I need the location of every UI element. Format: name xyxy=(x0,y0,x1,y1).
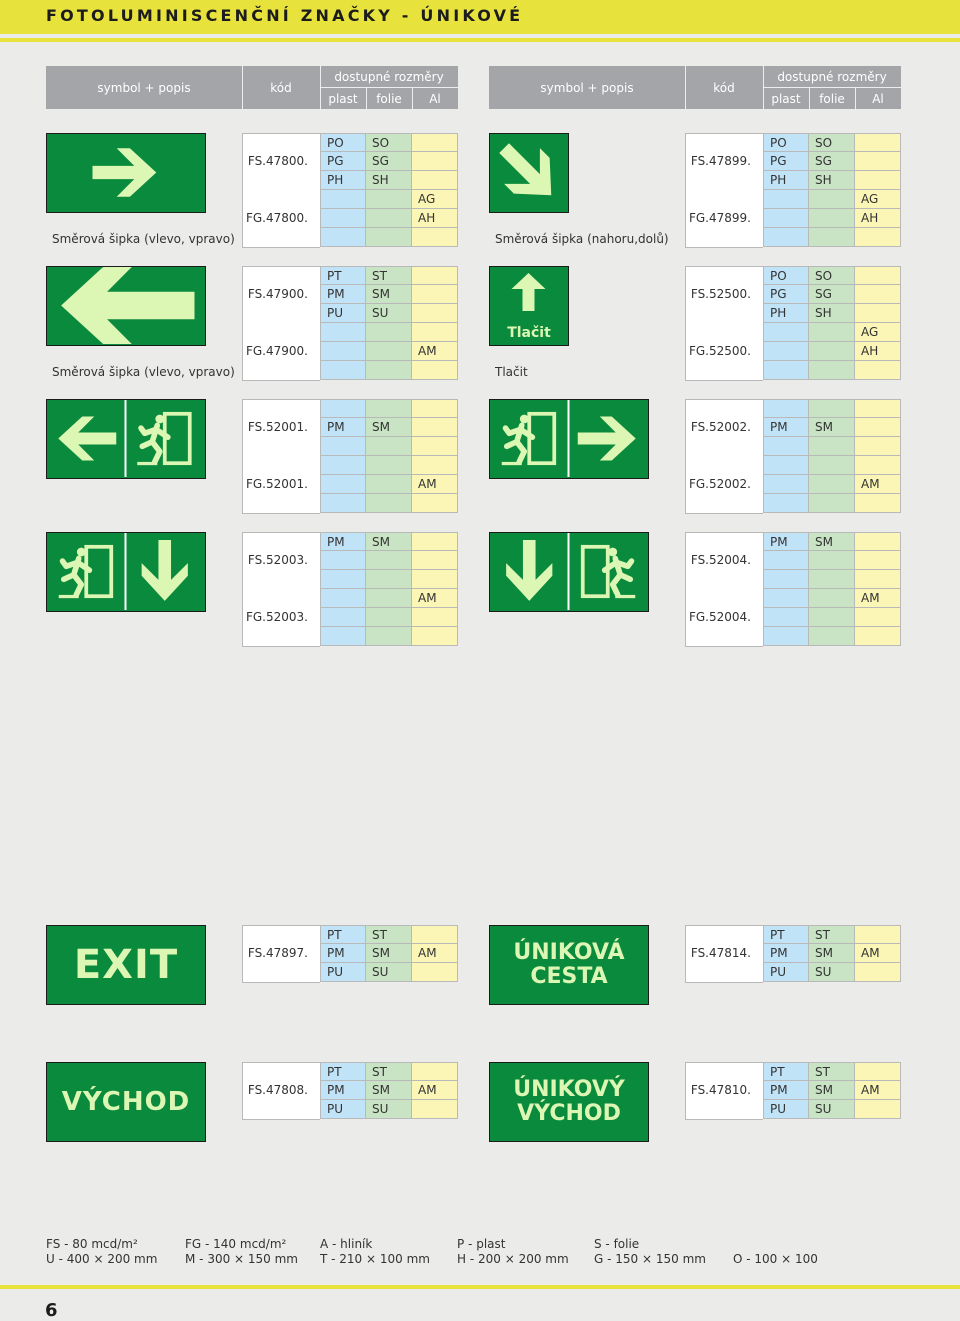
size-cell: SG xyxy=(366,152,412,171)
size-cell xyxy=(809,627,855,646)
exit-arrow-right-sign xyxy=(489,399,649,479)
header-divider xyxy=(366,88,367,109)
product-code: FG.52002. xyxy=(688,477,751,491)
size-cell xyxy=(320,342,366,361)
code-cell xyxy=(242,532,320,647)
size-cell xyxy=(366,437,412,456)
size-cell: PH xyxy=(320,171,366,190)
product-caption: Tlačit xyxy=(495,365,528,379)
size-cell xyxy=(366,361,412,380)
code-cell xyxy=(242,133,320,248)
size-cell: SU xyxy=(366,304,412,323)
size-cell xyxy=(855,963,901,982)
sign-text: ÚNIKOVÝ VÝCHOD xyxy=(513,1077,625,1126)
size-cell xyxy=(763,209,809,228)
size-cell xyxy=(763,608,809,627)
size-cell xyxy=(366,475,412,494)
size-cell xyxy=(763,570,809,589)
size-cell: SH xyxy=(809,171,855,190)
size-cell xyxy=(366,228,412,247)
header-al: Al xyxy=(872,91,884,106)
size-cell xyxy=(763,342,809,361)
size-cell: SM xyxy=(809,418,855,437)
size-cell xyxy=(366,589,412,608)
size-cell: AM xyxy=(412,475,458,494)
size-cell xyxy=(320,494,366,513)
header-divider xyxy=(855,88,856,109)
size-cell xyxy=(855,171,901,190)
header-plast: plast xyxy=(771,91,801,106)
size-cell xyxy=(855,399,901,418)
product-code: FG.47899. xyxy=(688,211,751,225)
size-cell xyxy=(855,228,901,247)
size-cell xyxy=(320,589,366,608)
product-code: FS.52004. xyxy=(690,553,751,567)
size-cell: PM xyxy=(763,1081,809,1100)
product-code: FG.47900. xyxy=(245,344,308,358)
size-cell xyxy=(412,1062,458,1081)
legend-item: U - 400 × 200 mm xyxy=(46,1252,158,1266)
arrow-left-sign xyxy=(46,266,206,346)
page-title: FOTOLUMINISCENČNÍ ZNAČKY - ÚNIKOVÉ xyxy=(46,6,524,25)
size-cell xyxy=(412,532,458,551)
size-cell xyxy=(412,437,458,456)
size-cell xyxy=(412,1100,458,1119)
size-cell: AG xyxy=(855,323,901,342)
size-cell: SG xyxy=(809,152,855,171)
size-cell xyxy=(855,1062,901,1081)
size-cell xyxy=(366,209,412,228)
size-cell xyxy=(809,437,855,456)
size-cell xyxy=(763,589,809,608)
size-cell xyxy=(763,494,809,513)
size-cell: AM xyxy=(855,1081,901,1100)
size-cell: AH xyxy=(412,209,458,228)
size-cell: SM xyxy=(366,285,412,304)
size-cell xyxy=(763,361,809,380)
size-cell: SU xyxy=(366,1100,412,1119)
size-cell xyxy=(855,133,901,152)
product-code: FG.52004. xyxy=(688,610,751,624)
size-cell: AH xyxy=(855,342,901,361)
header-sizes: dostupné rozměry xyxy=(777,70,887,84)
product-code: FG.52001. xyxy=(245,477,308,491)
size-cell: SM xyxy=(366,944,412,963)
text-sign xyxy=(46,925,206,1005)
sign-text: VÝCHOD xyxy=(61,1087,191,1117)
size-cell: PO xyxy=(763,133,809,152)
size-cell xyxy=(412,399,458,418)
size-cell xyxy=(855,437,901,456)
legend-item: FG - 140 mcd/m² xyxy=(185,1237,287,1251)
header-divider xyxy=(412,88,413,109)
product-caption: Směrová šipka (vlevo, vpravo) xyxy=(52,232,235,246)
size-cell: PM xyxy=(320,1081,366,1100)
size-cell xyxy=(412,152,458,171)
size-cell: PO xyxy=(320,133,366,152)
size-cell: AG xyxy=(412,190,458,209)
size-cell xyxy=(809,399,855,418)
size-cell xyxy=(763,475,809,494)
size-cell xyxy=(320,456,366,475)
size-cell xyxy=(763,551,809,570)
product-code: FS.47899. xyxy=(690,154,751,168)
code-cell xyxy=(242,266,320,381)
legend-item: H - 200 × 200 mm xyxy=(457,1252,569,1266)
size-cell xyxy=(763,323,809,342)
size-cell xyxy=(412,963,458,982)
product-caption: Směrová šipka (nahoru,dolů) xyxy=(495,232,669,246)
size-cell xyxy=(366,551,412,570)
header-divider xyxy=(320,87,458,88)
size-cell xyxy=(412,323,458,342)
size-cell: PT xyxy=(320,266,366,285)
table-header xyxy=(489,66,901,109)
size-cell: ST xyxy=(366,266,412,285)
size-cell: PT xyxy=(320,1062,366,1081)
size-cell xyxy=(366,190,412,209)
header-symbol: symbol + popis xyxy=(540,80,634,95)
size-cell xyxy=(855,627,901,646)
arrow-down-exit-sign xyxy=(489,532,649,612)
size-cell xyxy=(412,171,458,190)
header-sizes: dostupné rozměry xyxy=(334,70,444,84)
arrow-left-exit-sign xyxy=(46,399,206,479)
title-banner xyxy=(0,0,960,34)
size-cell xyxy=(855,418,901,437)
text-sign xyxy=(489,1062,649,1142)
size-cell xyxy=(320,190,366,209)
size-cell: PT xyxy=(763,1062,809,1081)
size-cell: PO xyxy=(763,266,809,285)
size-cell: PM xyxy=(320,944,366,963)
size-cell: SH xyxy=(809,304,855,323)
size-cell: ST xyxy=(809,925,855,944)
product-code: FS.52002. xyxy=(690,420,751,434)
header-plast: plast xyxy=(328,91,358,106)
size-cell xyxy=(412,418,458,437)
size-cell: SM xyxy=(366,532,412,551)
size-cell: SU xyxy=(809,1100,855,1119)
size-cell xyxy=(412,608,458,627)
size-cell xyxy=(855,532,901,551)
size-cell xyxy=(412,361,458,380)
size-cell xyxy=(320,437,366,456)
size-cell: AM xyxy=(855,944,901,963)
product-code: FG.52500. xyxy=(688,344,751,358)
size-cell: SM xyxy=(809,944,855,963)
size-cell xyxy=(809,342,855,361)
code-cell xyxy=(685,133,763,248)
size-cell: SM xyxy=(809,532,855,551)
arrow-right-sign xyxy=(46,133,206,213)
header-symbol: symbol + popis xyxy=(97,80,191,95)
size-cell xyxy=(763,437,809,456)
stripe xyxy=(0,1285,960,1289)
product-code: FS.52500. xyxy=(690,287,751,301)
size-cell: PG xyxy=(763,152,809,171)
size-cell: AM xyxy=(412,342,458,361)
size-cell xyxy=(763,456,809,475)
legend-item: A - hliník xyxy=(320,1237,373,1251)
size-cell xyxy=(763,190,809,209)
product-code: FS.47814. xyxy=(690,946,751,960)
size-cell xyxy=(809,475,855,494)
size-cell xyxy=(412,456,458,475)
header-folie: folie xyxy=(819,91,845,106)
size-cell xyxy=(763,228,809,247)
size-cell: SO xyxy=(366,133,412,152)
legend-item: FS - 80 mcd/m² xyxy=(46,1237,138,1251)
legend-item: M - 300 × 150 mm xyxy=(185,1252,298,1266)
size-cell: PM xyxy=(320,532,366,551)
size-cell: SO xyxy=(809,133,855,152)
product-code: FS.47810. xyxy=(690,1083,751,1097)
legend-item: T - 210 × 100 mm xyxy=(320,1252,430,1266)
size-cell: AM xyxy=(855,475,901,494)
size-cell: PU xyxy=(320,304,366,323)
header-divider xyxy=(242,66,243,109)
code-cell xyxy=(685,399,763,514)
size-cell xyxy=(366,494,412,513)
size-cell: SG xyxy=(809,285,855,304)
arrow-down-right-sign xyxy=(489,133,569,213)
push-sign xyxy=(489,266,569,346)
size-cell xyxy=(809,228,855,247)
size-cell xyxy=(320,608,366,627)
header-divider xyxy=(763,87,901,88)
size-cell xyxy=(855,570,901,589)
size-cell xyxy=(855,1100,901,1119)
size-cell: PG xyxy=(320,152,366,171)
product-code: FS.52001. xyxy=(247,420,308,434)
size-cell xyxy=(320,209,366,228)
size-cell: PT xyxy=(763,925,809,944)
size-cell xyxy=(809,551,855,570)
size-cell xyxy=(809,589,855,608)
size-cell: PM xyxy=(763,418,809,437)
code-cell xyxy=(242,399,320,514)
legend-item: O - 100 × 100 xyxy=(733,1252,818,1266)
size-cell xyxy=(855,608,901,627)
size-cell xyxy=(809,361,855,380)
size-cell xyxy=(320,323,366,342)
size-cell xyxy=(366,342,412,361)
size-cell: PU xyxy=(763,963,809,982)
size-cell xyxy=(809,608,855,627)
size-cell: PU xyxy=(763,1100,809,1119)
size-cell xyxy=(412,925,458,944)
product-code: FS.47800. xyxy=(247,154,308,168)
size-cell: ST xyxy=(366,1062,412,1081)
header-al: Al xyxy=(429,91,441,106)
size-cell: PM xyxy=(320,285,366,304)
size-cell xyxy=(855,551,901,570)
exit-arrow-down-sign xyxy=(46,532,206,612)
product-code: FG.47800. xyxy=(245,211,308,225)
text-sign xyxy=(489,925,649,1005)
size-cell xyxy=(855,152,901,171)
size-cell xyxy=(809,570,855,589)
size-cell xyxy=(320,228,366,247)
product-caption: Směrová šipka (vlevo, vpravo) xyxy=(52,365,235,379)
size-cell xyxy=(320,361,366,380)
size-cell xyxy=(763,627,809,646)
size-cell xyxy=(809,209,855,228)
size-cell: SU xyxy=(809,963,855,982)
sign-text: Tlačit xyxy=(507,325,551,341)
sign-text: ÚNIKOVÁ CESTA xyxy=(513,940,625,989)
size-cell: PT xyxy=(320,925,366,944)
legend-item: P - plast xyxy=(457,1237,506,1251)
sign-text: EXIT xyxy=(73,942,179,988)
size-cell xyxy=(366,608,412,627)
size-cell: SM xyxy=(366,1081,412,1100)
size-cell xyxy=(366,570,412,589)
size-cell xyxy=(412,133,458,152)
size-cell xyxy=(809,323,855,342)
size-cell: ST xyxy=(366,925,412,944)
header-divider xyxy=(685,66,686,109)
size-cell: ST xyxy=(809,1062,855,1081)
size-cell xyxy=(412,627,458,646)
size-cell xyxy=(320,551,366,570)
header-divider xyxy=(809,88,810,109)
size-cell: PH xyxy=(763,171,809,190)
table-header xyxy=(46,66,458,109)
size-cell xyxy=(855,266,901,285)
size-cell xyxy=(855,456,901,475)
size-cell: AH xyxy=(855,209,901,228)
code-cell xyxy=(685,266,763,381)
size-cell xyxy=(412,494,458,513)
size-cell: PG xyxy=(763,285,809,304)
size-cell xyxy=(809,456,855,475)
size-cell xyxy=(320,570,366,589)
product-code: FS.52003. xyxy=(247,553,308,567)
size-cell: AM xyxy=(412,589,458,608)
size-cell: SU xyxy=(366,963,412,982)
size-cell xyxy=(366,399,412,418)
size-cell xyxy=(855,304,901,323)
header-code: kód xyxy=(713,80,735,95)
size-cell: AM xyxy=(855,589,901,608)
product-code: FS.47808. xyxy=(247,1083,308,1097)
size-cell xyxy=(320,627,366,646)
size-cell xyxy=(412,266,458,285)
size-cell xyxy=(412,304,458,323)
size-cell: PU xyxy=(320,1100,366,1119)
size-cell xyxy=(412,228,458,247)
size-cell: PM xyxy=(763,532,809,551)
size-cell xyxy=(763,399,809,418)
legend-item: S - folie xyxy=(594,1237,640,1251)
header-code: kód xyxy=(270,80,292,95)
size-cell: AM xyxy=(412,1081,458,1100)
size-cell xyxy=(366,323,412,342)
size-cell xyxy=(809,494,855,513)
size-cell xyxy=(412,570,458,589)
size-cell: PM xyxy=(320,418,366,437)
size-cell xyxy=(320,475,366,494)
product-code: FS.47900. xyxy=(247,287,308,301)
size-cell xyxy=(366,627,412,646)
product-code: FG.52003. xyxy=(245,610,308,624)
size-cell xyxy=(412,551,458,570)
size-cell: SM xyxy=(366,418,412,437)
size-cell: PH xyxy=(763,304,809,323)
header-folie: folie xyxy=(376,91,402,106)
size-cell xyxy=(809,190,855,209)
size-cell: AM xyxy=(412,944,458,963)
size-cell xyxy=(412,285,458,304)
text-sign xyxy=(46,1062,206,1142)
size-cell xyxy=(855,361,901,380)
size-cell xyxy=(320,399,366,418)
size-cell xyxy=(366,456,412,475)
size-cell xyxy=(855,285,901,304)
size-cell: PU xyxy=(320,963,366,982)
code-cell xyxy=(685,532,763,647)
size-cell: SO xyxy=(809,266,855,285)
size-cell: SM xyxy=(809,1081,855,1100)
size-cell: AG xyxy=(855,190,901,209)
page-number: 6 xyxy=(45,1300,58,1321)
size-cell xyxy=(855,925,901,944)
stripe xyxy=(0,38,960,42)
size-cell: SH xyxy=(366,171,412,190)
product-code: FS.47897. xyxy=(247,946,308,960)
size-cell: PM xyxy=(763,944,809,963)
size-cell xyxy=(855,494,901,513)
legend-item: G - 150 × 150 mm xyxy=(594,1252,706,1266)
